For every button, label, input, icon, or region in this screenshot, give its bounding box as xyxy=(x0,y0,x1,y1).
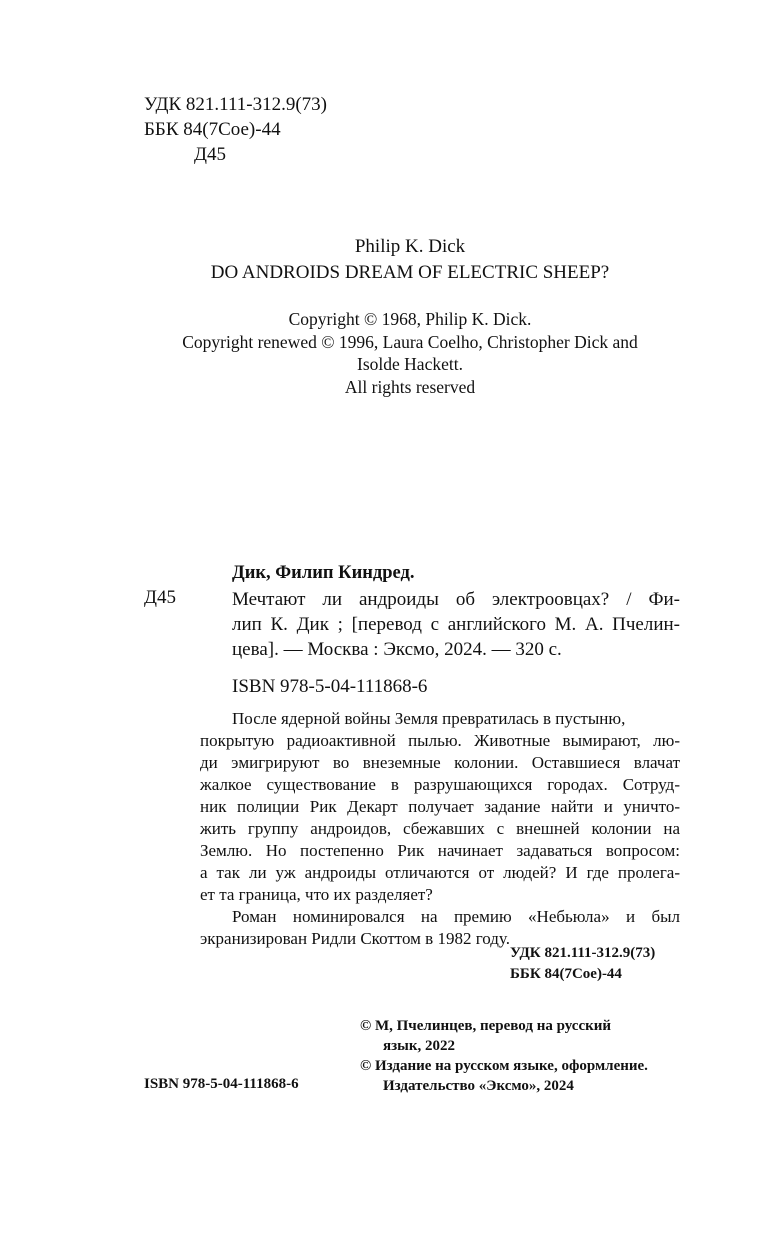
annotation-line: а так ли уж андроиды отличаются от людей? И где пролега- xyxy=(200,863,680,882)
copyright-ru-line: Издательство «Эксмо», 2024 xyxy=(383,1078,574,1094)
original-author: Philip K. Dick xyxy=(354,236,466,257)
author-mark: Д45 xyxy=(194,144,226,165)
annotation-line: ди эмигрируют во внеземные колонии. Оставшиеся влачат xyxy=(200,753,680,772)
annotation-line: экранизирован Ридли Скоттом в 1982 году. xyxy=(200,929,510,948)
catalog-line: цева]. — Москва : Эксмо, 2024. — 320 с. xyxy=(232,639,562,660)
catalog-line: Мечтают ли андроиды об электроовцах? / Фи- xyxy=(232,589,680,610)
annotation-line: жить группу андроидов, сбежавших с внешней колонии на xyxy=(200,819,680,838)
bbk-code: ББК 84(7Сое)-44 xyxy=(144,119,281,140)
bottom-classification xyxy=(510,943,655,985)
copyright-ru-block xyxy=(360,1016,648,1096)
copyright-en-block xyxy=(144,308,676,398)
isbn-bottom: ISBN 978-5-04-111868-6 xyxy=(144,1076,299,1092)
original-title: DO ANDROIDS DREAM OF ELECTRIC SHEEP? xyxy=(210,262,610,283)
bottom-bbk: ББК 84(7Сое)-44 xyxy=(510,966,622,982)
copyright-en-line: Copyright renewed © 1996, Laura Coelho, Christopher Dick and xyxy=(182,331,638,352)
bottom-udk: УДК 821.111-312.9(73) xyxy=(510,945,656,961)
annotation-line: Роман номинировался на премию «Небьюла» и был xyxy=(232,907,680,926)
copyright-en-line: All rights reserved xyxy=(344,376,476,397)
copyright-en-line: Copyright © 1968, Philip K. Dick. xyxy=(288,309,532,329)
annotation-line: ник полиции Рик Декарт получает задание найти и уничто- xyxy=(200,797,680,816)
copyright-ru-line: © М, Пчелинцев, перевод на русский xyxy=(360,1018,612,1034)
annotation-line: жалкое существование в разрушающихся городах. Сотруд- xyxy=(200,775,680,794)
catalog-isbn: ISBN 978-5-04-111868-6 xyxy=(232,676,428,697)
catalog-heading: Дик, Филип Киндред. xyxy=(232,563,415,583)
annotation-line: После ядерной войны Земля превратилась в пустыню, xyxy=(232,709,626,728)
copyright-ru-line: © Издание на русском языке, оформление. xyxy=(360,1058,648,1074)
catalog-description xyxy=(232,587,680,662)
annotation-line: покрытую радиоактивной пылью. Животные вымирают, лю- xyxy=(200,731,680,750)
copyright-en-line: Isolde Hackett. xyxy=(357,354,463,374)
annotation-line: ет та граница, что их разделяет? xyxy=(200,885,433,904)
annotation xyxy=(200,708,680,950)
original-title-block xyxy=(144,234,676,286)
classification-block xyxy=(144,92,327,167)
catalog-code: Д45 xyxy=(144,587,176,608)
udk-code: УДК 821.111-312.9(73) xyxy=(144,94,327,115)
annotation-line: Землю. Но постепенно Рик начинает задаваться вопросом: xyxy=(200,841,680,860)
catalog-line: лип К. Дик ; [перевод с английского М. А. Пчелин- xyxy=(232,614,680,635)
copyright-ru-line: язык, 2022 xyxy=(383,1038,455,1054)
